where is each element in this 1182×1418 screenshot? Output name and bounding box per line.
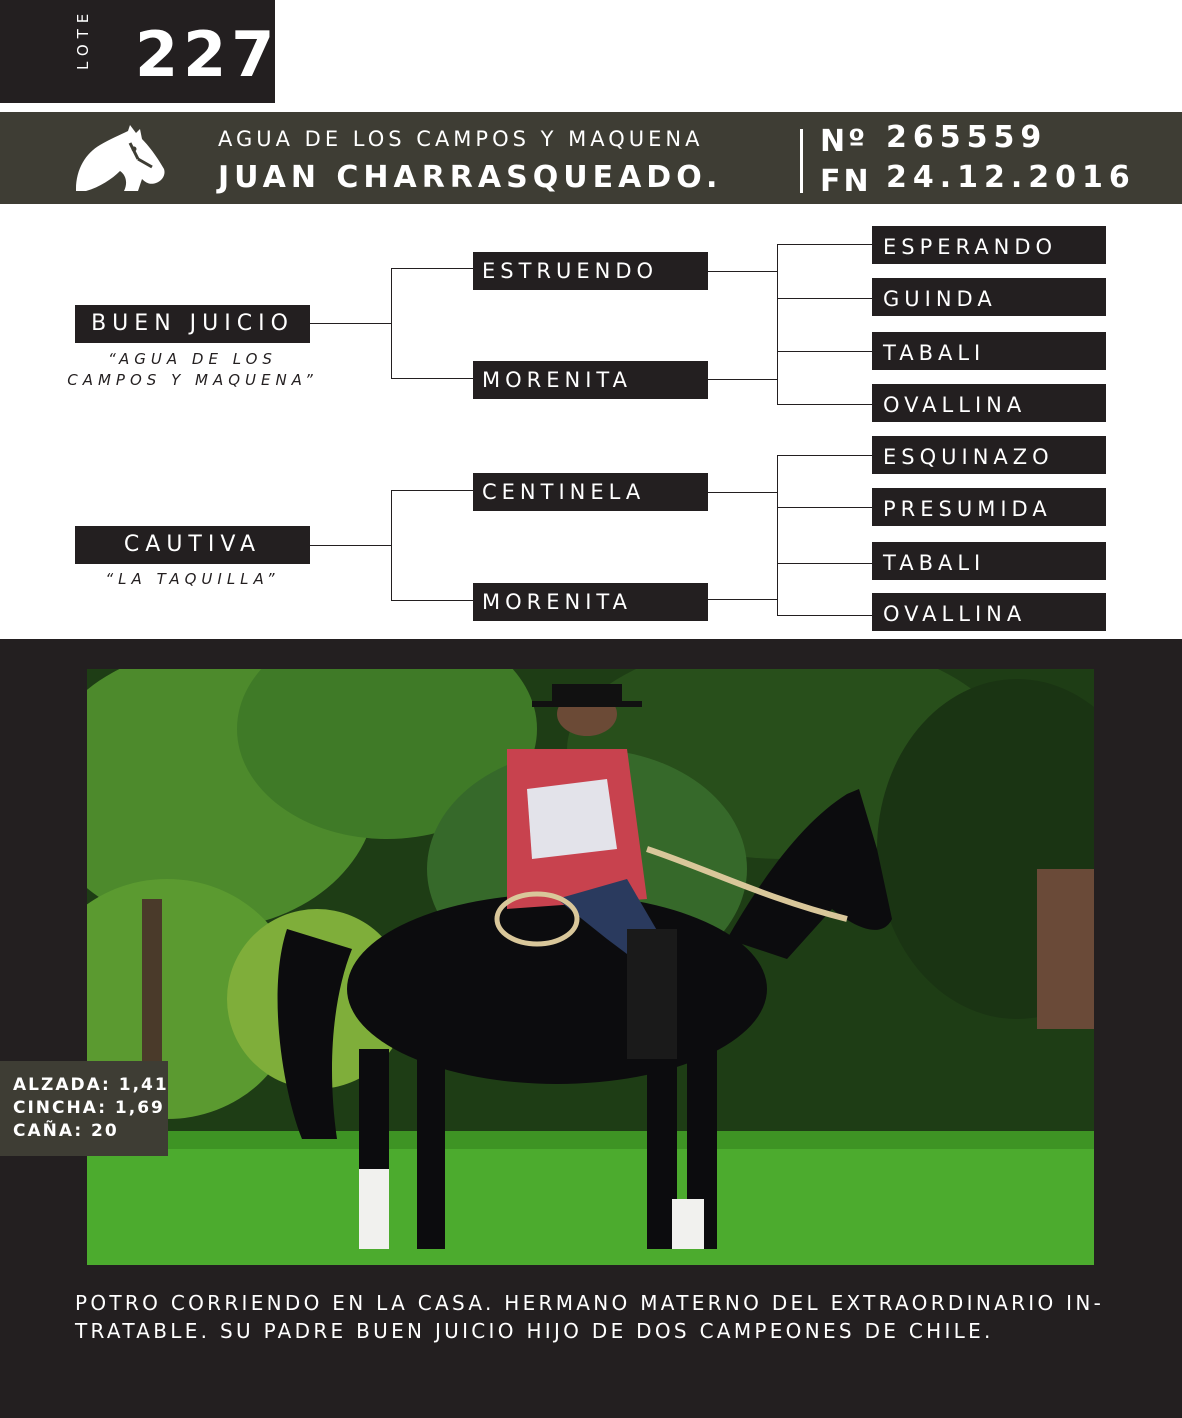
description-line-2: TRATABLE. SU PADRE BUEN JUICIO HIJO DE DOS CAMPEONES DE CHILE. <box>75 1319 994 1343</box>
height-measure: ALZADA: 1,41 <box>13 1075 169 1095</box>
registration-label: Nº <box>820 124 869 159</box>
sire-breeder-line2: CAMPOS Y MAQUENA” <box>67 371 318 389</box>
maternal-granddam: MORENITA <box>473 583 708 621</box>
lot-label: LOTE <box>74 7 92 70</box>
great-grandparent: TABALI <box>872 542 1106 580</box>
description-line-1: POTRO CORRIENDO EN LA CASA. HERMANO MATERNO DEL EXTRAORDINARIO IN- <box>75 1291 1105 1315</box>
header-divider <box>800 129 803 193</box>
birth-date: 24.12.2016 <box>886 160 1136 195</box>
breeder-name: AGUA DE LOS CAMPOS Y MAQUENA <box>218 127 704 151</box>
paternal-grandsire: ESTRUENDO <box>473 252 708 290</box>
birth-date-label: FN <box>820 164 872 199</box>
great-grandparent: PRESUMIDA <box>872 488 1106 526</box>
horse-photo <box>87 669 1094 1265</box>
horse-name: JUAN CHARRASQUEADO. <box>218 160 723 195</box>
great-grandparent: TABALI <box>872 332 1106 370</box>
horse-description <box>75 1289 1105 1345</box>
great-grandparent: GUINDA <box>872 278 1106 316</box>
horse-head-icon <box>74 125 166 193</box>
great-grandparent: ESQUINAZO <box>872 436 1106 474</box>
registration-number: 265559 <box>886 120 1048 155</box>
dam-name: CAUTIVA <box>75 526 310 564</box>
great-grandparent: OVALLINA <box>872 593 1106 631</box>
great-grandparent: ESPERANDO <box>872 226 1106 264</box>
maternal-grandsire: CENTINELA <box>473 473 708 511</box>
cannon-measure: CAÑA: 20 <box>13 1121 119 1141</box>
sire-breeder-line1: “AGUA DE LOS <box>108 350 277 368</box>
great-grandparent: OVALLINA <box>872 384 1106 422</box>
lot-number: 227 <box>135 18 280 91</box>
girth-measure: CINCHA: 1,69 <box>13 1098 165 1118</box>
paternal-granddam: MORENITA <box>473 361 708 399</box>
dam-breeder: “LA TAQUILLA” <box>105 570 280 588</box>
sire-name: BUEN JUICIO <box>75 305 310 343</box>
